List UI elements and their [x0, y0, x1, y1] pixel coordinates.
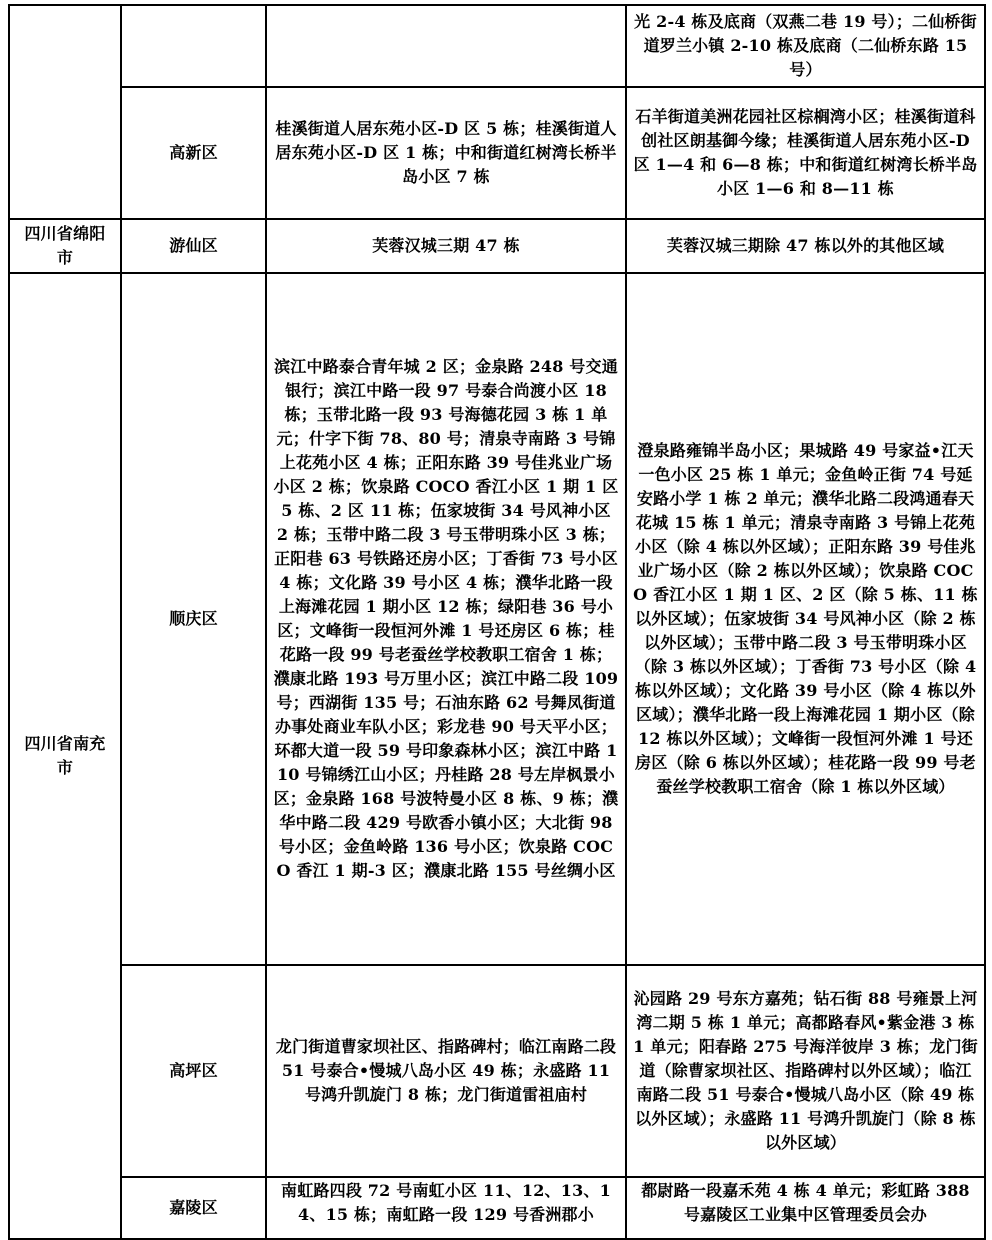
- low-risk-text: 光 2-4 栋及底商（双燕二巷 19 号）；二仙桥街道罗兰小镇 2-10 栋及底商（二仙桥东路 15 号）: [634, 12, 977, 79]
- district-label: 顺庆区: [169, 609, 218, 628]
- high-risk-cell: [266, 1177, 626, 1239]
- low-risk-cell: [626, 87, 985, 219]
- low-risk-text: 芙蓉汉城三期除 47 栋以外的其他区域: [666, 236, 945, 255]
- low-risk-cell: [626, 219, 985, 273]
- district-cell: [121, 219, 266, 273]
- district-label: 高坪区: [169, 1061, 218, 1080]
- high-risk-cell: [266, 219, 626, 273]
- low-risk-text: 石羊街道美洲花园社区棕榈湾小区；桂溪街道科创社区朗基御今缘；桂溪街道人居东苑小区-D 区 1—4 和 6—8 栋；中和街道红树湾长桥半岛小区 1—6 和 8—11 栋: [633, 107, 978, 198]
- city-cell: [9, 273, 121, 1239]
- low-risk-cell: [626, 5, 985, 87]
- city-label: 四川省南充市: [24, 734, 106, 777]
- city-label: [10, 111, 120, 113]
- table-row: [9, 5, 985, 87]
- high-risk-cell: [266, 5, 626, 87]
- high-risk-cell: [266, 965, 626, 1177]
- table-row: [9, 87, 985, 219]
- district-cell: [121, 1177, 266, 1239]
- table-row: [9, 219, 985, 273]
- table-row: [9, 1177, 985, 1239]
- city-cell: [9, 219, 121, 273]
- city-label: 四川省绵阳市: [24, 224, 106, 267]
- high-risk-text: 滨江中路泰合青年城 2 区；金泉路 248 号交通银行；滨江中路一段 97 号泰合尚渡小区 18 栋；玉带北路一段 93 号海德花园 3 栋 1 单元；什字下街 78、80 号；清泉寺南路 3 号锦上花苑小区 4 栋；正阳东路 39 号佳兆业广场小区 2 栋；饮泉路 COCO 香江小区 1 期 1 区 5 栋、2 区 11 栋；伍家坡街 34 号风神小区 2 栋；玉带中路二段 3 号玉带明珠小区 3 栋；正阳巷 63 号铁路还房小区；丁香街 73 号小区 4 栋；文化路 39 号小区 4 栋；濮华北路一段上海滩花园 1 期小区 12 栋；绿阳巷 36 号小区；文峰街一段恒河外滩 1 号还房区 6 栋；桂花路一段 99 号老蚕丝学校教职工宿舍 1 栋；濮康北路 193 号万里小区；滨江中路二段 109 号；西湖街 135 号；石油东路 62 号舞凤街道办事处商业车队小区；彩龙巷 90 号天平小区；环都大道一段 59 号印象森林小区；滨江中路 110 号锦绣江山小区；丹桂路 28 号左岸枫景小区；金泉路 168 号波特曼小区 8 栋、9 栋；濮华中路二段 429 号欧香小镇小区；大北街 98 号小区；金鱼岭路 136 号小区；饮泉路 COCO 香江 1 期-3 区；濮康北路 155 号丝绸小区: [273, 357, 619, 880]
- low-risk-cell: [626, 965, 985, 1177]
- high-risk-cell: [266, 273, 626, 965]
- low-risk-text: 澄泉路雍锦半岛小区；果城路 49 号家益•江天一色小区 25 栋 1 单元；金鱼岭正街 74 号延安路小学 1 栋 2 单元；濮华北路二段鸿通春天花城 15 栋 1 单元；清泉寺南路 3 号锦上花苑小区（除 4 栋以外区域）；正阳东路 39 号佳兆业广场小区（除 2 栋以外区域）；饮泉路 COCO 香江小区 1 期 1 区、2 区（除 5 栋、11 栋以外区域）；伍家坡街 34 号风神小区（除 2 栋以外区域）；玉带中路二段 3 号玉带明珠小区（除 3 栋以外区域）；丁香街 73 号小区（除 4 栋以外区域）；文化路 39 号小区（除 4 栋以外区域）；濮华北路一段上海滩花园 1 期小区（除 12 栋以外区域）；文峰街一段恒河外滩 1 号还房区（除 6 栋以外区域）；桂花路一段 99 号老蚕丝学校教职工宿舍（除 1 栋以外区域）: [633, 441, 978, 796]
- district-cell: [121, 87, 266, 219]
- low-risk-cell: [626, 273, 985, 965]
- district-cell: [121, 273, 266, 965]
- high-risk-text: [267, 45, 625, 47]
- high-risk-text: 南虹路四段 72 号南虹小区 11、12、13、14、15 栋；南虹路一段 129 号香洲郡小: [281, 1181, 611, 1224]
- high-risk-text: 芙蓉汉城三期 47 栋: [372, 236, 520, 255]
- high-risk-text: 桂溪街道人居东苑小区-D 区 5 栋；桂溪街道人居东苑小区-D 区 1 栋；中和街道红树湾长桥半岛小区 7 栋: [275, 119, 617, 186]
- low-risk-cell: [626, 1177, 985, 1239]
- district-label: 嘉陵区: [169, 1198, 218, 1217]
- table-row: [9, 273, 985, 965]
- district-label: [122, 45, 265, 47]
- table-row: [9, 965, 985, 1177]
- district-label: 游仙区: [169, 236, 218, 255]
- district-cell: [121, 965, 266, 1177]
- low-risk-text: 都尉路一段嘉禾苑 4 栋 4 单元；彩虹路 388 号嘉陵区工业集中区管理委员会办: [641, 1181, 970, 1224]
- district-label: 高新区: [169, 143, 218, 162]
- low-risk-text: 沁园路 29 号东方嘉苑；钻石街 88 号雍景上河湾二期 5 栋 1 单元；高都路春风•紫金港 3 栋 1 单元；阳春路 275 号海洋彼岸 3 栋；龙门街道（除曹家坝社区、指路碑村以外区域）；临江南路二段 51 号泰合•慢城八岛小区（除 49 栋以外区域）；永盛路 11 号鸿升凯旋门（除 8 栋以外区域）: [633, 989, 978, 1152]
- district-cell: [121, 5, 266, 87]
- high-risk-cell: [266, 87, 626, 219]
- city-cell: [9, 5, 121, 219]
- high-risk-text: 龙门街道曹家坝社区、指路碑村；临江南路二段 51 号泰合•慢城八岛小区 49 栋；永盛路 11 号鸿升凯旋门 8 栋；龙门街道雷祖庙村: [275, 1037, 617, 1104]
- risk-area-table: [8, 4, 986, 1240]
